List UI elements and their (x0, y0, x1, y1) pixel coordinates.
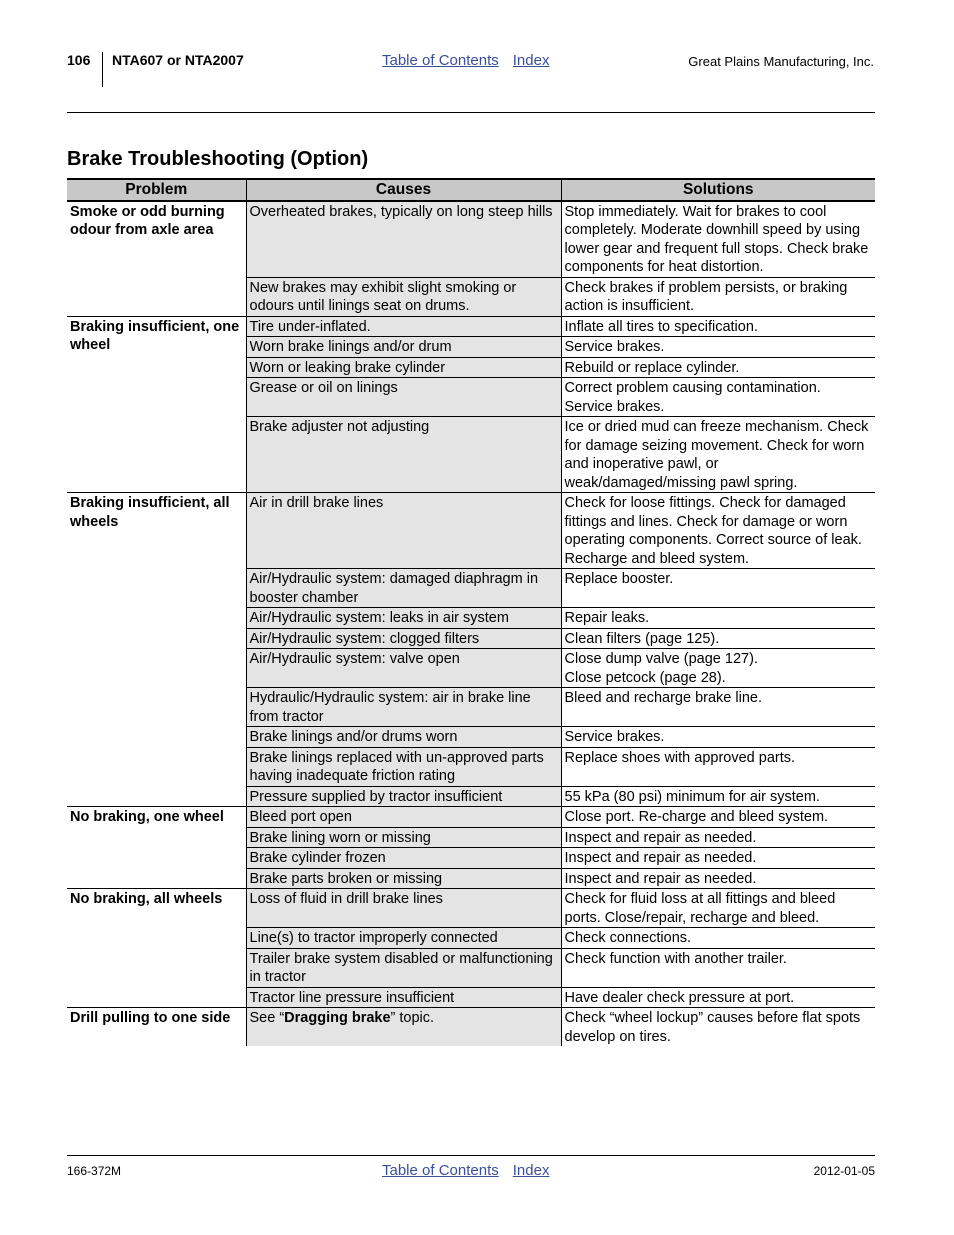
cause-cell: Air/Hydraulic system: damaged diaphragm in booster chamber (246, 569, 561, 608)
solution-cell: Inspect and repair as needed. (561, 868, 875, 889)
cross-reference-topic: Dragging brake (284, 1010, 391, 1026)
problem-cell: No braking, all wheels (67, 889, 246, 1008)
cause-cell: Air/Hydraulic system: clogged filters (246, 628, 561, 649)
solution-cell: Close port. Re-charge and bleed system. (561, 807, 875, 828)
solution-cell: Replace shoes with approved parts. (561, 747, 875, 786)
cause-cell: Bleed port open (246, 807, 561, 828)
solution-line: Close dump valve (page 127). (564, 651, 758, 667)
problem-cell: Drill pulling to one side (67, 1008, 246, 1047)
solution-cell: Service brakes. (561, 727, 875, 748)
solution-cell: Rebuild or replace cylinder. (561, 357, 875, 378)
solution-cell: Service brakes. (561, 337, 875, 358)
cause-cell: Tractor line pressure insufficient (246, 987, 561, 1008)
problem-cell: Braking insufficient, one wheel (67, 316, 246, 493)
troubleshooting-table (67, 178, 875, 1046)
footer-rule (67, 1155, 875, 1156)
table-header-row (67, 179, 875, 201)
cause-cell: Brake linings and/or drums worn (246, 727, 561, 748)
table-row (67, 1008, 875, 1047)
index-link[interactable]: Index (512, 1162, 550, 1179)
cause-cell: Brake cylinder frozen (246, 848, 561, 869)
solution-cell (561, 649, 875, 688)
problem-cell: No braking, one wheel (67, 807, 246, 889)
table-row (67, 493, 875, 569)
cause-cell: Brake lining worn or missing (246, 827, 561, 848)
table-row (67, 201, 875, 278)
index-link[interactable]: Index (512, 52, 550, 69)
solution-cell: Correct problem causing contamination. Service brakes. (561, 378, 875, 417)
cause-cell: New brakes may exhibit slight smoking or odours until linings seat on drums. (246, 277, 561, 316)
cause-cell: Brake parts broken or missing (246, 868, 561, 889)
cause-cell: Line(s) to tractor improperly connected (246, 928, 561, 949)
solution-cell: Check brakes if problem persists, or braking action is insufficient. (561, 277, 875, 316)
column-header-problem: Problem (67, 179, 246, 201)
company-name: Great Plains Manufacturing, Inc. (688, 54, 874, 69)
solution-line: Close petcock (page 28). (564, 669, 726, 686)
table-row (67, 889, 875, 928)
solution-cell: Stop immediately. Wait for brakes to cool completely. Moderate downhill speed by using lower gear and frequent full stops. Check brake components for heat distortion. (561, 201, 875, 278)
problem-cell: Smoke or odd burning odour from axle area (67, 201, 246, 317)
solution-cell: Inspect and repair as needed. (561, 848, 875, 869)
solution-cell: Check for fluid loss at all fittings and bleed ports. Close/repair, recharge and bleed. (561, 889, 875, 928)
cause-cell: Pressure supplied by tractor insufficient (246, 786, 561, 807)
column-header-solutions: Solutions (561, 179, 875, 201)
cause-cell: Grease or oil on linings (246, 378, 561, 417)
table-row (67, 807, 875, 828)
solution-cell: Check function with another trailer. (561, 948, 875, 987)
document-number: 166-372M (67, 1164, 122, 1178)
publication-date: 2012-01-05 (813, 1164, 875, 1178)
solution-cell: 55 kPa (80 psi) minimum for air system. (561, 786, 875, 807)
cause-cell: Loss of fluid in drill brake lines (246, 889, 561, 928)
column-header-causes: Causes (246, 179, 561, 201)
cause-cell: Air/Hydraulic system: valve open (246, 649, 561, 688)
table-of-contents-link[interactable]: Table of Contents (382, 1162, 499, 1179)
table-row (67, 316, 875, 337)
footer-nav (382, 1162, 549, 1179)
solution-cell: Clean filters (page 125). (561, 628, 875, 649)
cause-cell: Brake linings replaced with un-approved parts having inadequate friction rating (246, 747, 561, 786)
cause-cell: Worn brake linings and/or drum (246, 337, 561, 358)
header-rule (67, 112, 875, 113)
header-nav (382, 52, 549, 69)
solution-cell: Inflate all tires to specification. (561, 316, 875, 337)
cause-cell: Worn or leaking brake cylinder (246, 357, 561, 378)
solution-cell: Check “wheel lockup” causes before flat spots develop on tires. (561, 1008, 875, 1047)
solution-cell: Inspect and repair as needed. (561, 827, 875, 848)
cause-cell: Trailer brake system disabled or malfunctioning in tractor (246, 948, 561, 987)
section-title: Brake Troubleshooting (Option) (67, 148, 369, 170)
solution-cell: Check for loose fittings. Check for damaged fittings and lines. Check for damage or worn operating components. Correct source of leak. Recharge and bleed system. (561, 493, 875, 569)
solution-cell: Have dealer check pressure at port. (561, 987, 875, 1008)
cause-cell: Overheated brakes, typically on long steep hills (246, 201, 561, 278)
cause-text: See “ (249, 1010, 285, 1026)
cause-cell: Air/Hydraulic system: leaks in air system (246, 608, 561, 629)
model-name: NTA607 or NTA2007 (112, 52, 244, 68)
cause-cell: Air in drill brake lines (246, 493, 561, 569)
cause-text: ” topic. (390, 1010, 435, 1026)
solution-cell: Ice or dried mud can freeze mechanism. Check for damage seizing movement. Check for worn and inoperative pawl, or weak/damaged/missing pawl spring. (561, 417, 875, 493)
cause-cell: Hydraulic/Hydraulic system: air in brake line from tractor (246, 688, 561, 727)
solution-cell: Check connections. (561, 928, 875, 949)
table-of-contents-link[interactable]: Table of Contents (382, 52, 499, 69)
header-divider (102, 52, 103, 87)
cause-cell: Tire under-inflated. (246, 316, 561, 337)
solution-cell: Replace booster. (561, 569, 875, 608)
page-number: 106 (67, 52, 91, 68)
problem-cell: Braking insufficient, all wheels (67, 493, 246, 807)
cause-cell (246, 1008, 561, 1047)
solution-cell: Bleed and recharge brake line. (561, 688, 875, 727)
solution-cell: Repair leaks. (561, 608, 875, 629)
cause-cell: Brake adjuster not adjusting (246, 417, 561, 493)
